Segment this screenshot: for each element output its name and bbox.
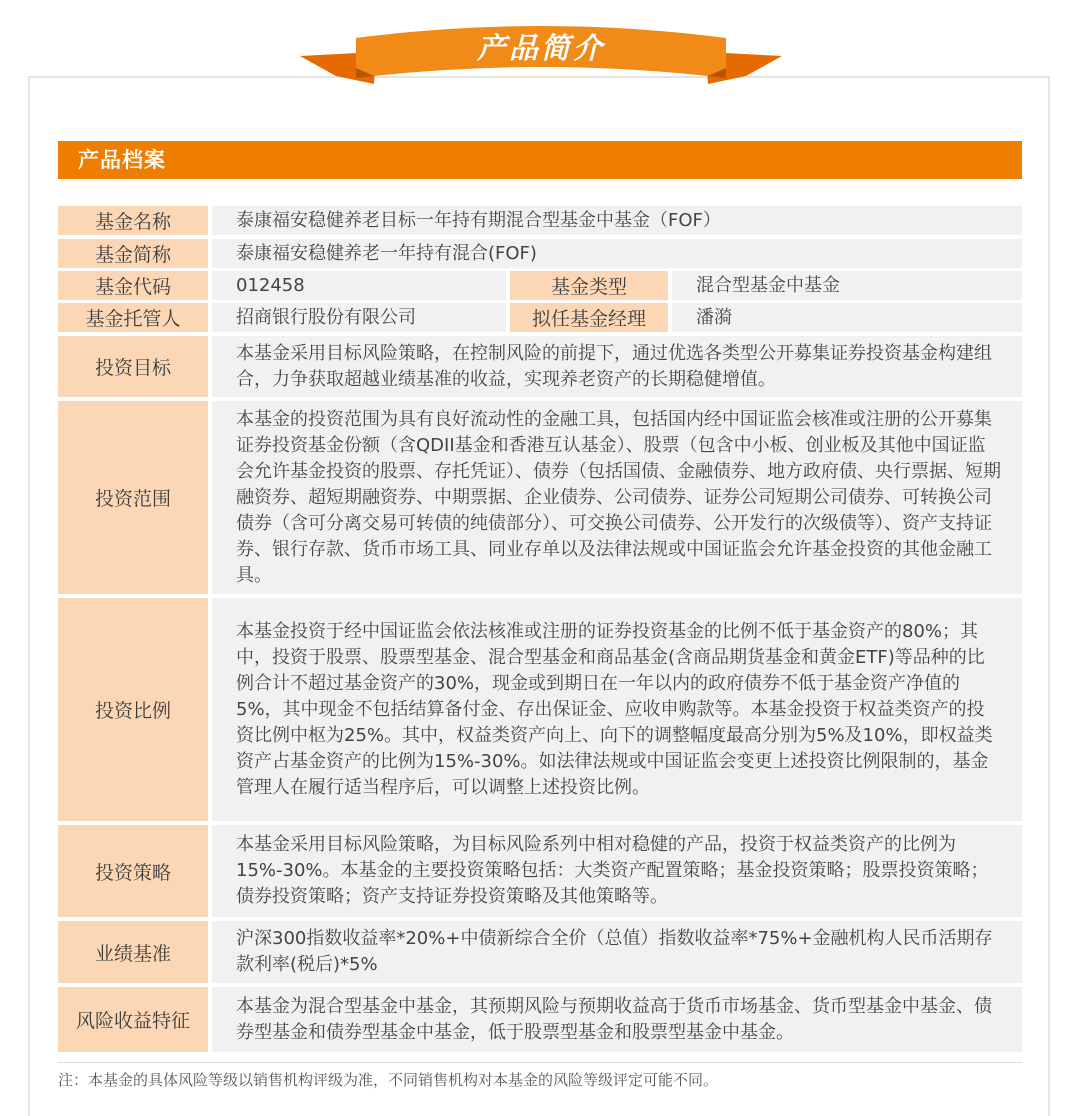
custodian-text: 招商银行股份有限公司 (236, 306, 416, 328)
objective-text: 本基金采用目标风险策略，在控制风险的前提下，通过优选各类型公开募集证券投资基金构建组合，力争获取超越业绩基准的收益，实现养老资产的长期稳健增值。 (236, 342, 992, 390)
footnote: 注：本基金的具体风险等级以销售机构评级为准，不同销售机构对本基金的风险等级评定可能不同。 (58, 1071, 719, 1089)
fund-code-value (212, 271, 506, 300)
fund-manager-value (672, 303, 1022, 332)
title-ribbon (296, 12, 786, 94)
scope-text: 本基金的投资范围为具有良好流动性的金融工具，包括国内经中国证监会核准或注册的公开募集证券投资基金份额（含QDII基金和香港互认基金）、股票（包含中小板、创业板及其他中国证监会允许基金投资的股票、存托凭证）、债券（包括国债、金融债券、地方政府债、央行票据、短期融资券、超短期融资券、中期票据、企业债券、公司债券、证券公司短期公司债券、可转换公司债券（含可分离交易可转债的纯债部分）、可交换公司债券、公开发行的次级债等）、资产支持证券、银行存款、货币市场工具、同业存单以及法律法规或中国证监会允许基金投资的其他金融工具。 (236, 408, 1001, 586)
ratio-value (212, 598, 1022, 821)
fund-name-value (212, 206, 1022, 235)
scope-value (212, 401, 1022, 594)
fund-manager-label: 拟任基金经理 (510, 303, 668, 332)
fund-code-text: 012458 (236, 274, 305, 296)
benchmark-text: 沪深300指数收益率*20%+中债新综合全价（总值）指数收益率*75%+金融机构人民币活期存款利率(税后)*5% (236, 928, 993, 975)
benchmark-value (212, 921, 1022, 983)
scope-label: 投资范围 (58, 401, 208, 594)
strategy-value (212, 825, 1022, 917)
custodian-value (212, 303, 506, 332)
fund-name-text: 泰康福安稳健养老目标一年持有期混合型基金中基金（FOF） (236, 209, 721, 231)
risk-text: 本基金为混合型基金中基金，其预期风险与预期收益高于货币市场基金、货币型基金中基金、债券型基金和债券型基金中基金，低于股票型基金和股票型基金中基金。 (236, 995, 992, 1043)
objective-label: 投资目标 (58, 336, 208, 397)
fund-short-value (212, 239, 1022, 268)
strategy-label: 投资策略 (58, 825, 208, 917)
strategy-text: 本基金采用目标风险策略，为目标风险系列中相对稳健的产品，投资于权益类资产的比例为15%-30%。本基金的主要投资策略包括：大类资产配置策略；基金投资策略；股票投资策略；债券投资策略；资产支持证券投资策略及其他策略等。 (236, 834, 989, 907)
fund-name-label: 基金名称 (58, 206, 208, 235)
fund-type-text: 混合型基金中基金 (696, 274, 840, 296)
ribbon-title: 产品简介 (476, 31, 605, 65)
fund-short-text: 泰康福安稳健养老一年持有混合(FOF) (236, 242, 537, 264)
fund-code-label: 基金代码 (58, 271, 208, 300)
fund-type-label: 基金类型 (510, 271, 668, 300)
benchmark-label: 业绩基准 (58, 921, 208, 983)
ratio-text: 本基金投资于经中国证监会依法核准或注册的证券投资基金的比例不低于基金资产的80%；其中，投资于股票、股票型基金、混合型基金和商品基金(含商品期货基金和黄金ETF)等品种的比例合计不超过基金资产的30%，现金或到期日在一年以内的政府债券不低于基金资产净值的5%，其中现金不包括结算备付金、存出保证金、应收申购款等。本基金投资于权益类资产的投资比例中枢为25%。其中，权益类资产向上、向下的调整幅度最高分别为5%及10%，即权益类资产占基金资产的比例为15%-30%。如法律法规或中国证监会变更上述投资比例限制的，基金管理人在履行适当程序后，可以调整上述投资比例。 (236, 620, 993, 798)
risk-value (212, 987, 1022, 1052)
section-header: 产品档案 (58, 141, 1022, 179)
ratio-label: 投资比例 (58, 598, 208, 821)
objective-value (212, 336, 1022, 397)
fund-type-value (672, 271, 1022, 300)
fund-short-label: 基金简称 (58, 239, 208, 268)
custodian-label: 基金托管人 (58, 303, 208, 332)
risk-label: 风险收益特征 (58, 987, 208, 1052)
fund-manager-text: 潘漪 (696, 306, 732, 328)
footnote-divider (58, 1062, 1022, 1063)
